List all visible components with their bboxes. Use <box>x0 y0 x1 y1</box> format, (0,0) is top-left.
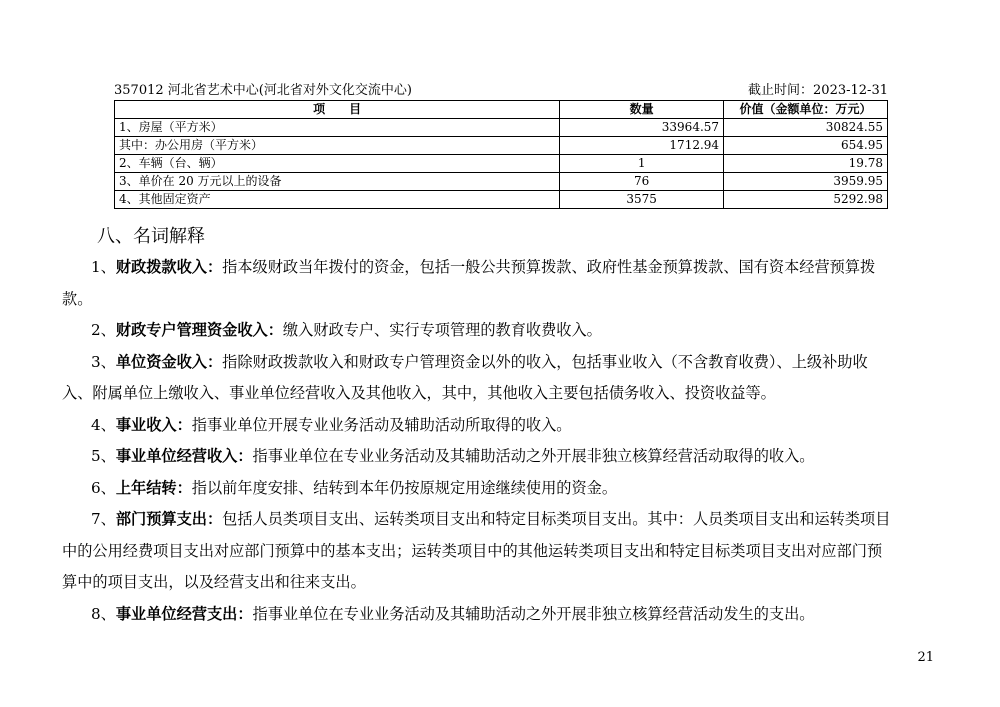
definition-item <box>62 347 892 410</box>
definition-term: 事业收入： <box>115 415 192 434</box>
definition-text: 指本级财政当年拨付的资金，包括一般公共预算拨款、政府性基金预算拨款、国有资本经营预算拨款。 <box>62 258 876 308</box>
table-caption <box>114 82 888 100</box>
definition-item <box>62 504 892 599</box>
table-header-row <box>115 101 888 119</box>
definition-number: 7、 <box>91 510 116 528</box>
definition-term: 财政专户管理资金收入： <box>115 321 283 339</box>
definitions-list <box>62 252 892 630</box>
definition-text: 指事业单位开展专业业务活动及辅助活动所取得的收入。 <box>191 415 572 434</box>
definition-text: 缴入财政专户、实行专项管理的教育收费收入。 <box>282 321 602 339</box>
row-item: 3、单价在 20 万元以上的设备 <box>115 173 560 191</box>
table-row <box>115 173 888 191</box>
row-value: 654.95 <box>724 137 888 155</box>
row-quantity: 1 <box>560 155 724 173</box>
row-quantity: 33964.57 <box>560 119 724 137</box>
column-header-value: 价值（金额单位：万元） <box>724 101 888 119</box>
column-header-item: 项 目 <box>115 101 560 119</box>
definition-term: 事业单位经营收入： <box>115 447 253 465</box>
definition-term: 财政拨款收入： <box>115 258 223 276</box>
page-number: 21 <box>917 650 934 665</box>
table-row <box>115 191 888 209</box>
row-quantity: 76 <box>560 173 724 191</box>
definition-item <box>62 441 892 473</box>
definition-term: 单位资金收入： <box>115 352 223 371</box>
definition-text: 指除财政拨款收入和财政专户管理资金以外的收入，包括事业收入（不含教育收费）、上级补助收入、附属单位上缴收入、事业单位经营收入及其他收入，其中，其他收入主要包括债务收入、投资收益等。 <box>62 352 868 402</box>
definition-text: 指事业单位在专业业务活动及其辅助活动之外开展非独立核算经营活动发生的支出。 <box>252 604 815 623</box>
definition-number: 2、 <box>91 321 116 339</box>
table-row <box>115 155 888 173</box>
row-value: 19.78 <box>724 155 888 173</box>
unit-name: 357012 河北省艺术中心(河北省对外文化交流中心) <box>114 83 412 98</box>
definition-number: 3、 <box>91 352 116 371</box>
table-row <box>115 137 888 155</box>
section-title: 八、名词解释 <box>97 226 205 247</box>
definition-item <box>62 599 892 631</box>
row-value: 3959.95 <box>724 173 888 191</box>
row-value: 5292.98 <box>724 191 888 209</box>
definition-term: 上年结转： <box>115 478 192 497</box>
definition-number: 6、 <box>91 478 116 497</box>
row-item: 1、房屋（平方米） <box>115 119 560 137</box>
table-row <box>115 119 888 137</box>
row-quantity: 3575 <box>560 191 724 209</box>
definition-text: 包括人员类项目支出、运转类项目支出和特定目标类项目支出。其中：人员类项目支出和运转类项目中的公用经费项目支出对应部门预算中的基本支出；运转类项目中的其他运转类项目支出和特定目标类项目支出对应部门预算中的项目支出，以及经营支出和往来支出。 <box>62 510 891 591</box>
definition-text: 指事业单位在专业业务活动及其辅助活动之外开展非独立核算经营活动取得的收入。 <box>252 447 815 465</box>
definition-text: 指以前年度安排、结转到本年仍按原规定用途继续使用的资金。 <box>191 478 618 497</box>
row-item: 其中：办公用房（平方米） <box>115 137 560 155</box>
definition-term: 事业单位经营支出： <box>115 604 253 623</box>
asset-table <box>114 100 888 209</box>
cutoff-date: 截止时间：2023-12-31 <box>748 83 888 98</box>
definition-item <box>62 252 892 315</box>
row-value: 30824.55 <box>724 119 888 137</box>
definition-number: 5、 <box>91 447 116 465</box>
definition-number: 8、 <box>91 604 116 623</box>
definition-item <box>62 473 892 505</box>
definition-item <box>62 315 892 347</box>
definition-item <box>62 410 892 442</box>
column-header-quantity: 数量 <box>560 101 724 119</box>
row-item: 4、其他固定资产 <box>115 191 560 209</box>
definition-term: 部门预算支出： <box>115 510 223 528</box>
definition-number: 1、 <box>91 258 116 276</box>
row-item: 2、车辆（台、辆） <box>115 155 560 173</box>
row-quantity: 1712.94 <box>560 137 724 155</box>
definition-number: 4、 <box>91 415 116 434</box>
